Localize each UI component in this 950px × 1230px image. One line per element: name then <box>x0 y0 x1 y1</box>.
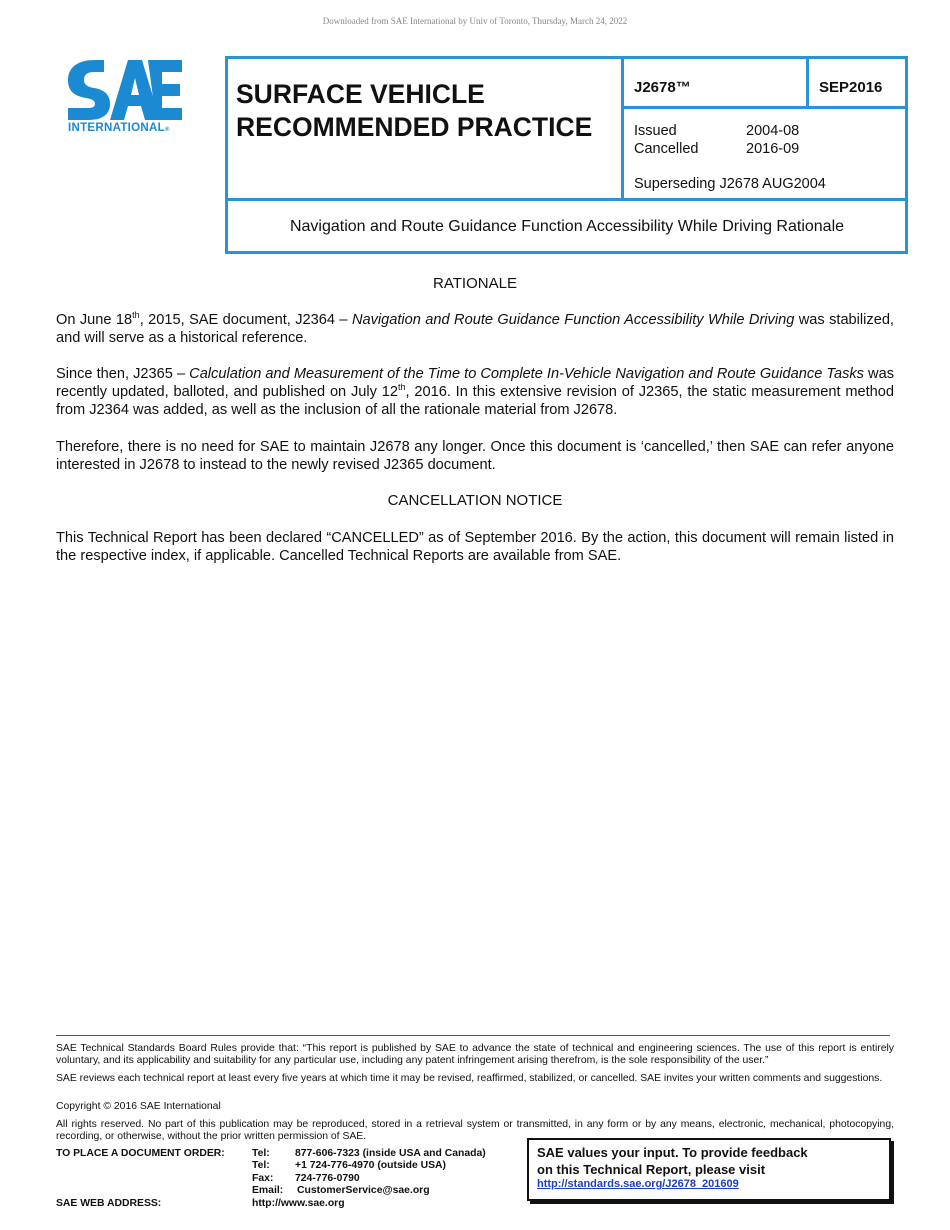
cancelled-value: 2016-09 <box>746 141 800 157</box>
footer-rule <box>56 1035 890 1036</box>
paragraph-3: Therefore, there is no need for SAE to maintain J2678 any longer. Once this document is ‘cancelled,’ then SAE can refer anyone interested in J2678 to instead to the newly revised J2365 document. <box>56 439 894 474</box>
logo-international-text: INTERNATIONAL® <box>68 122 170 134</box>
tel1-label: Tel: <box>252 1148 270 1159</box>
fax-label: Fax: <box>252 1173 274 1184</box>
feedback-box <box>527 1138 891 1201</box>
email-value: CustomerService@sae.org <box>297 1185 430 1196</box>
fax-value: 724-776-0790 <box>295 1173 360 1184</box>
paragraph-1: On June 18th, 2015, SAE document, J2364 – Navigation and Route Guidance Function Accessibility While Driving was stabilized, and will serve as a historical reference. <box>56 310 894 347</box>
tel2-label: Tel: <box>252 1160 270 1171</box>
header-divider <box>225 198 908 201</box>
header-divider <box>621 56 624 201</box>
document-date: SEP2016 <box>819 79 883 96</box>
paragraph-2: Since then, J2365 – Calculation and Measurement of the Time to Complete In-Vehicle Navigation and Route Guidance Tasks was recently updated, balloted, and published on July 12th, 2016. In this extensive revision of J2365, the static measurement method from J2364 was added, as well as the inclusion of all the rationale material from J2678. <box>56 366 895 419</box>
document-number: J2678™ <box>634 79 691 96</box>
copyright-text: Copyright © 2016 SAE International <box>56 1101 221 1112</box>
issued-value: 2004-08 <box>746 123 800 139</box>
rights-text: All rights reserved. No part of this publication may be reproduced, stored in a retrieval system or transmitted, in any form or by any means, electronic, mechanical, photocopying, recording, or otherwise, without the prior written permission of SAE. <box>56 1119 894 1143</box>
review-text: SAE reviews each technical report at least every five years at which time it may be revised, reaffirmed, stabilized, or cancelled. SAE invites your written comments and suggestions. <box>56 1073 883 1084</box>
document-type-title: SURFACE VEHICLE RECOMMENDED PRACTICE <box>236 79 593 142</box>
tel2-value: +1 724-776-4970 (outside USA) <box>295 1160 447 1171</box>
tel1-value: 877-606-7323 (inside USA and Canada) <box>295 1148 486 1159</box>
feedback-link[interactable]: http://standards.sae.org/J2678_201609 <box>537 1178 739 1190</box>
paragraph-4: This Technical Report has been declared “CANCELLED” as of September 2016. By the action, this document will remain listed in the respective index, if applicable. Cancelled Technical Reports are available from SAE. <box>56 530 894 565</box>
board-rules-text: SAE Technical Standards Board Rules provide that: “This report is published by SAE to advance the state of technical and engineering sciences. The use of this report is entirely voluntary, and its applicability and suitability for any particular use, including any patent infringement arising therefrom, is the sole responsibility of the user.” <box>56 1043 894 1067</box>
email-label: Email: <box>252 1185 284 1196</box>
feedback-line-1: SAE values your input. To provide feedback <box>537 1145 808 1160</box>
feedback-line-2: on this Technical Report, please visit <box>537 1162 766 1177</box>
header-divider <box>621 106 908 109</box>
web-value[interactable]: http://www.sae.org <box>252 1198 345 1209</box>
document-subtitle: Navigation and Route Guidance Function Accessibility While Driving Rationale <box>289 218 845 235</box>
rationale-heading: RATIONALE <box>433 275 517 292</box>
web-label: SAE WEB ADDRESS: <box>56 1198 162 1209</box>
issued-label: Issued <box>634 123 677 139</box>
download-note: Downloaded from SAE International by Univ of Toronto, Thursday, March 24, 2022 <box>322 16 628 26</box>
order-label: TO PLACE A DOCUMENT ORDER: <box>56 1148 225 1159</box>
cancellation-heading: CANCELLATION NOTICE <box>387 492 563 509</box>
superseding-note: Superseding J2678 AUG2004 <box>634 176 826 192</box>
header-divider <box>806 56 809 109</box>
cancelled-label: Cancelled <box>634 141 699 157</box>
